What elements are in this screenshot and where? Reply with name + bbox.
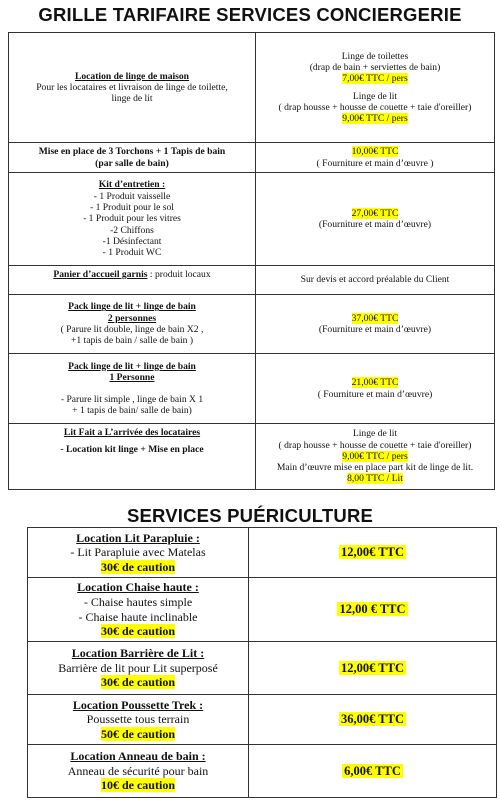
service-cell xyxy=(9,266,256,295)
price-detail: ( drap housse + housse de couette + taie d'oreiller) xyxy=(278,439,472,451)
price-cell xyxy=(256,33,495,143)
table-row xyxy=(9,424,495,490)
price-value: 36,00€ TTC xyxy=(341,712,404,727)
service-detail: - Chaise hautes simple xyxy=(83,594,193,609)
price-cell xyxy=(249,695,497,745)
caution-value: 30€ de caution xyxy=(100,675,175,690)
price-cell xyxy=(249,642,497,695)
service-heading: Lit Fait a L’arrivée des locataires xyxy=(63,427,201,438)
service-detail: - 1 Produit vaisselle xyxy=(93,190,171,202)
service-cell xyxy=(9,143,256,173)
service-detail: - Parure lit simple , linge de bain X 1 xyxy=(60,393,204,405)
service-detail: Anneau de sécurité pour bain xyxy=(67,763,209,778)
service-cell xyxy=(9,33,256,143)
price-cell xyxy=(249,578,497,642)
price-detail: Sur devis et accord préalable du Client xyxy=(300,274,450,286)
service-detail: - Location kit linge + Mise en place xyxy=(60,444,204,456)
service-cell xyxy=(28,695,249,745)
service-heading: Location de linge de maison xyxy=(74,70,190,82)
price-value: 7,00€ TTC / pers xyxy=(342,73,408,85)
table-row xyxy=(28,642,497,695)
service-heading: 2 personnes xyxy=(107,312,157,324)
service-detail: - 1 Produit WC xyxy=(102,247,162,259)
service-heading: Pack linge de lit + linge de bain xyxy=(68,301,196,313)
price-detail: Main d’œuvre mise en place part kit de linge de lit. xyxy=(276,462,474,474)
table-row xyxy=(9,143,495,173)
service-heading: Location Chaise haute : xyxy=(77,580,199,595)
price-detail: ( Fourniture et main d’œuvre ) xyxy=(316,157,434,169)
caution-value: 30€ de caution xyxy=(100,559,175,574)
table-row xyxy=(9,354,495,424)
table-row xyxy=(9,266,495,295)
service-cell xyxy=(28,642,249,695)
service-heading: Panier d’accueil garnis xyxy=(53,269,148,280)
table-row xyxy=(28,695,497,745)
service-heading: Kit d’entretien : xyxy=(98,179,166,191)
price-value: 27,00€ TTC xyxy=(351,207,399,219)
service-detail: + 1 tapis de bain/ salle de bain) xyxy=(72,404,192,416)
service-cell xyxy=(9,354,256,424)
conciergerie-price-table xyxy=(8,32,495,490)
table-row xyxy=(28,745,497,798)
puericulture-title: SERVICES PUÉRICULTURE xyxy=(126,505,374,526)
service-cell xyxy=(28,745,249,798)
caution-value: 10€ de caution xyxy=(100,778,175,793)
price-cell xyxy=(256,354,495,424)
service-detail: - Chaise haute inclinable xyxy=(78,609,198,624)
service-heading: Location Poussette Trek : xyxy=(72,697,204,712)
table-row xyxy=(28,528,497,578)
service-detail: Pour les locataires et livraison de linge de toilette, xyxy=(36,81,228,93)
price-detail: Linge de lit xyxy=(352,428,398,440)
service-cell xyxy=(28,578,249,642)
service-detail: - 1 Produit pour le sol xyxy=(90,202,174,214)
service-heading: 1 Personne xyxy=(109,372,155,384)
price-detail: (Fourniture et main d’œuvre) xyxy=(318,324,432,335)
caution-value: 50€ de caution xyxy=(100,726,175,741)
service-detail: Poussette tous terrain xyxy=(86,712,190,727)
price-cell xyxy=(256,143,495,173)
service-detail: linge de lit xyxy=(111,93,153,105)
price-detail: (Fourniture et main d’œuvre) xyxy=(318,219,432,230)
service-detail: +1 tapis de bain / salle de bain ) xyxy=(70,335,194,347)
service-detail: -1 Désinfectant xyxy=(102,235,162,247)
service-detail: (par salle de bain) xyxy=(95,157,169,169)
price-value: 8,00 TTC / Lit xyxy=(347,473,403,485)
service-cell xyxy=(28,528,249,578)
price-value: 12,00€ TTC xyxy=(341,660,404,675)
service-detail: - 1 Produit pour les vitres xyxy=(83,213,181,225)
price-value: 37,00€ TTC xyxy=(351,312,399,324)
price-value: 10,00€ TTC xyxy=(351,146,399,158)
service-heading: Mise en place de 3 Torchons + 1 Tapis de bain xyxy=(38,146,226,158)
service-cell xyxy=(9,173,256,266)
table-row xyxy=(9,33,495,143)
service-heading: Location Lit Parapluie : xyxy=(76,530,200,545)
price-cell xyxy=(256,173,495,266)
service-heading: Location Barrière de Lit : xyxy=(71,646,205,661)
price-cell xyxy=(256,295,495,354)
service-detail: ( Parure lit double, linge de bain X2 , xyxy=(60,324,204,335)
price-detail: Linge de toilettes xyxy=(341,50,409,62)
price-value: 9,00€ TTC / pers xyxy=(342,113,408,125)
service-heading: Location Anneau de bain : xyxy=(70,749,206,764)
price-cell xyxy=(249,745,497,798)
puericulture-price-table xyxy=(27,527,497,798)
service-cell xyxy=(9,295,256,354)
price-detail: ( drap housse + housse de couette + taie d'oreiller) xyxy=(278,101,472,113)
price-cell xyxy=(256,266,495,295)
price-detail: (drap de bain + serviettes de bain) xyxy=(309,61,441,73)
price-value: 9,00€ TTC / pers xyxy=(342,450,408,462)
service-detail: -2 Chiffons xyxy=(110,224,154,236)
service-detail: Barrière de lit pour Lit superposé xyxy=(58,660,218,675)
service-cell xyxy=(9,424,256,490)
price-cell xyxy=(256,424,495,490)
price-detail: Linge de lit xyxy=(352,90,398,102)
price-cell xyxy=(249,528,497,578)
price-value: 12,00€ TTC xyxy=(341,545,404,560)
caution-value: 30€ de caution xyxy=(100,624,175,639)
price-value: 12,00 € TTC xyxy=(339,602,406,617)
service-detail: - Lit Parapluie avec Matelas xyxy=(70,545,206,560)
conciergerie-title: GRILLE TARIFAIRE SERVICES CONCIERGERIE xyxy=(38,4,462,25)
price-value: 21,00€ TTC xyxy=(351,377,399,389)
table-row xyxy=(9,295,495,354)
price-detail: ( Fourniture et main d’œuvre) xyxy=(317,388,433,400)
table-row xyxy=(9,173,495,266)
service-heading: Pack linge de lit + linge de bain xyxy=(68,360,196,372)
table-row xyxy=(28,578,497,642)
service-detail: : produit locaux xyxy=(147,269,211,280)
price-value: 6,00€ TTC xyxy=(344,763,401,778)
